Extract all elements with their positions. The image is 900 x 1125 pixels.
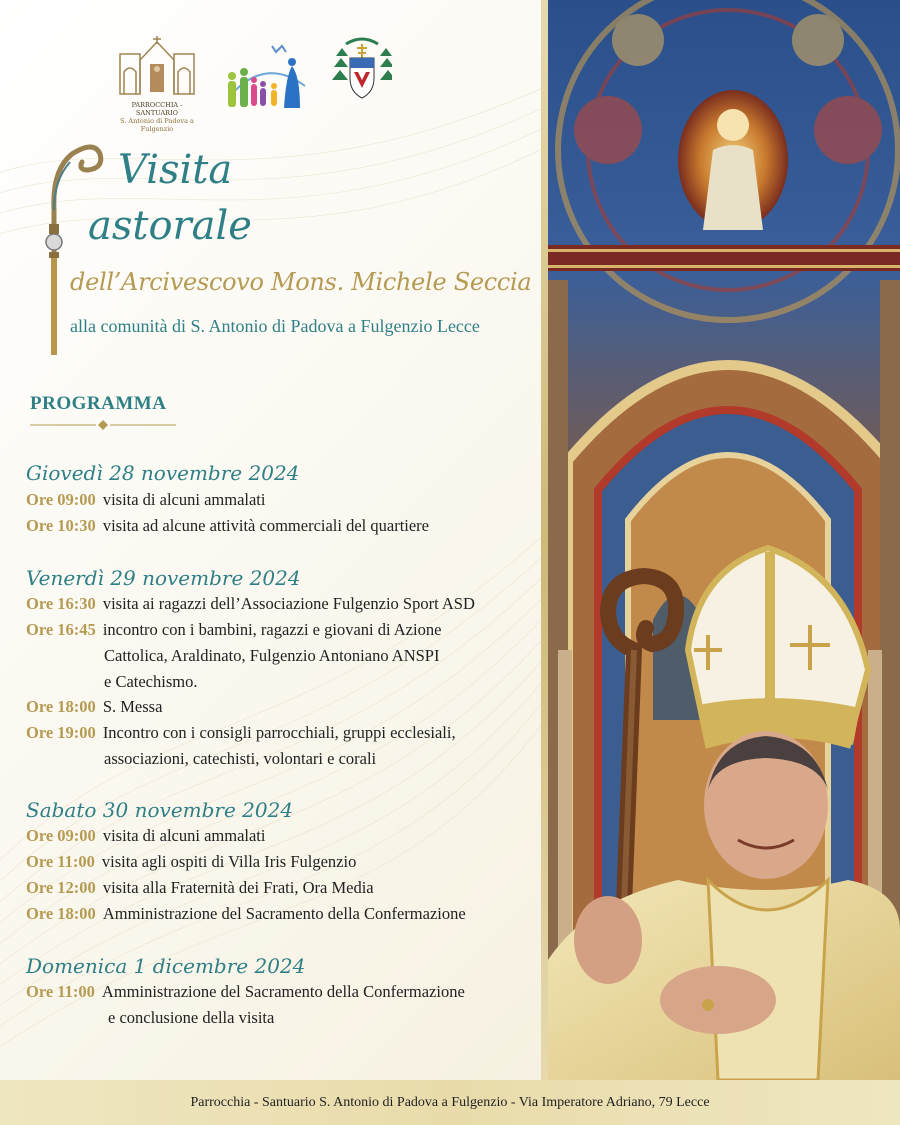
event-row	[26, 594, 475, 614]
title-archbishop: dell’Arcivescovo Mons. Michele Seccia	[70, 268, 532, 296]
event-continuation: e Catechismo.	[104, 672, 198, 691]
event-row	[26, 904, 466, 924]
footer-address: Parrocchia - Santuario S. Antonio di Padova a Fulgenzio - Via Imperatore Adriano, 79 Lecce	[190, 1094, 710, 1110]
event-time: Ore 16:30	[26, 594, 96, 613]
event-text: visita di alcuni ammalati	[102, 490, 266, 509]
event-text: incontro con i bambini, ragazzi e giovani di Azione	[102, 620, 442, 639]
event-time: Ore 16:45	[26, 620, 96, 639]
event-time: Ore 10:30	[26, 516, 96, 535]
archbishop-coat-of-arms	[332, 36, 392, 113]
event-time: Ore 09:00	[26, 490, 96, 509]
cathedral-interior-image	[548, 0, 900, 1080]
day-heading: Venerdì 29 novembre 2024	[26, 566, 301, 590]
parish-caption-1: PARROCCHIA - SANTUARIO	[131, 101, 183, 117]
title-pastorale: astorale	[88, 203, 252, 249]
event-row	[26, 697, 162, 717]
event-text: S. Messa	[102, 697, 163, 716]
day-heading: Domenica 1 dicembre 2024	[26, 954, 306, 978]
title-community: alla comunità di S. Antonio di Padova a Fulgenzio Lecce	[70, 316, 480, 336]
event-text: visita agli ospiti di Villa Iris Fulgenzio	[101, 852, 357, 871]
event-time: Ore 18:00	[26, 904, 96, 923]
event-continuation: associazioni, catechisti, volontari e corali	[104, 749, 377, 768]
event-continuation: e conclusione della visita	[108, 1008, 275, 1027]
people-family-icon	[220, 36, 310, 116]
community-logo	[220, 36, 310, 121]
parish-logo	[116, 36, 198, 133]
event-row	[26, 982, 465, 1002]
event-time: Ore 19:00	[26, 723, 96, 742]
event-row	[26, 878, 374, 898]
ornament-divider	[30, 419, 176, 431]
event-continuation: Cattolica, Araldinato, Fulgenzio Antoniano ANSPI	[104, 646, 440, 665]
footer-bar	[0, 1080, 900, 1125]
event-row	[26, 490, 265, 510]
event-row	[26, 852, 356, 872]
event-text: visita alla Fraternità dei Frati, Ora Media	[102, 878, 374, 897]
event-time: Ore 18:00	[26, 697, 96, 716]
event-time: Ore 11:00	[26, 852, 95, 871]
day-heading: Giovedì 28 novembre 2024	[26, 461, 300, 485]
event-text: Amministrazione del Sacramento della Confermazione	[102, 904, 466, 923]
event-text: visita ad alcune attività commerciali del quartiere	[102, 516, 430, 535]
programma-heading: PROGRAMMA	[30, 393, 167, 414]
event-row	[26, 723, 456, 743]
church-facade-icon	[116, 36, 198, 96]
day-heading: Sabato 30 novembre 2024	[26, 798, 294, 822]
archbishop-photo	[548, 0, 900, 1080]
event-row	[26, 620, 441, 640]
event-text: visita di alcuni ammalati	[102, 826, 266, 845]
event-row	[26, 516, 429, 536]
gold-divider	[541, 0, 548, 1080]
event-row	[26, 826, 265, 846]
coat-of-arms-icon	[332, 36, 392, 108]
title-visita: Visita	[118, 147, 233, 193]
logo-row	[110, 36, 400, 133]
event-text: Amministrazione del Sacramento della Confermazione	[101, 982, 465, 1001]
event-text: Incontro con i consigli parrocchiali, gruppi ecclesiali,	[102, 723, 456, 742]
event-time: Ore 09:00	[26, 826, 96, 845]
event-time: Ore 11:00	[26, 982, 95, 1001]
event-text: visita ai ragazzi dell’Associazione Fulgenzio Sport ASD	[102, 594, 475, 613]
event-time: Ore 12:00	[26, 878, 96, 897]
parish-caption-2: S. Antonio di Padova a Fulgenzio	[120, 117, 194, 133]
